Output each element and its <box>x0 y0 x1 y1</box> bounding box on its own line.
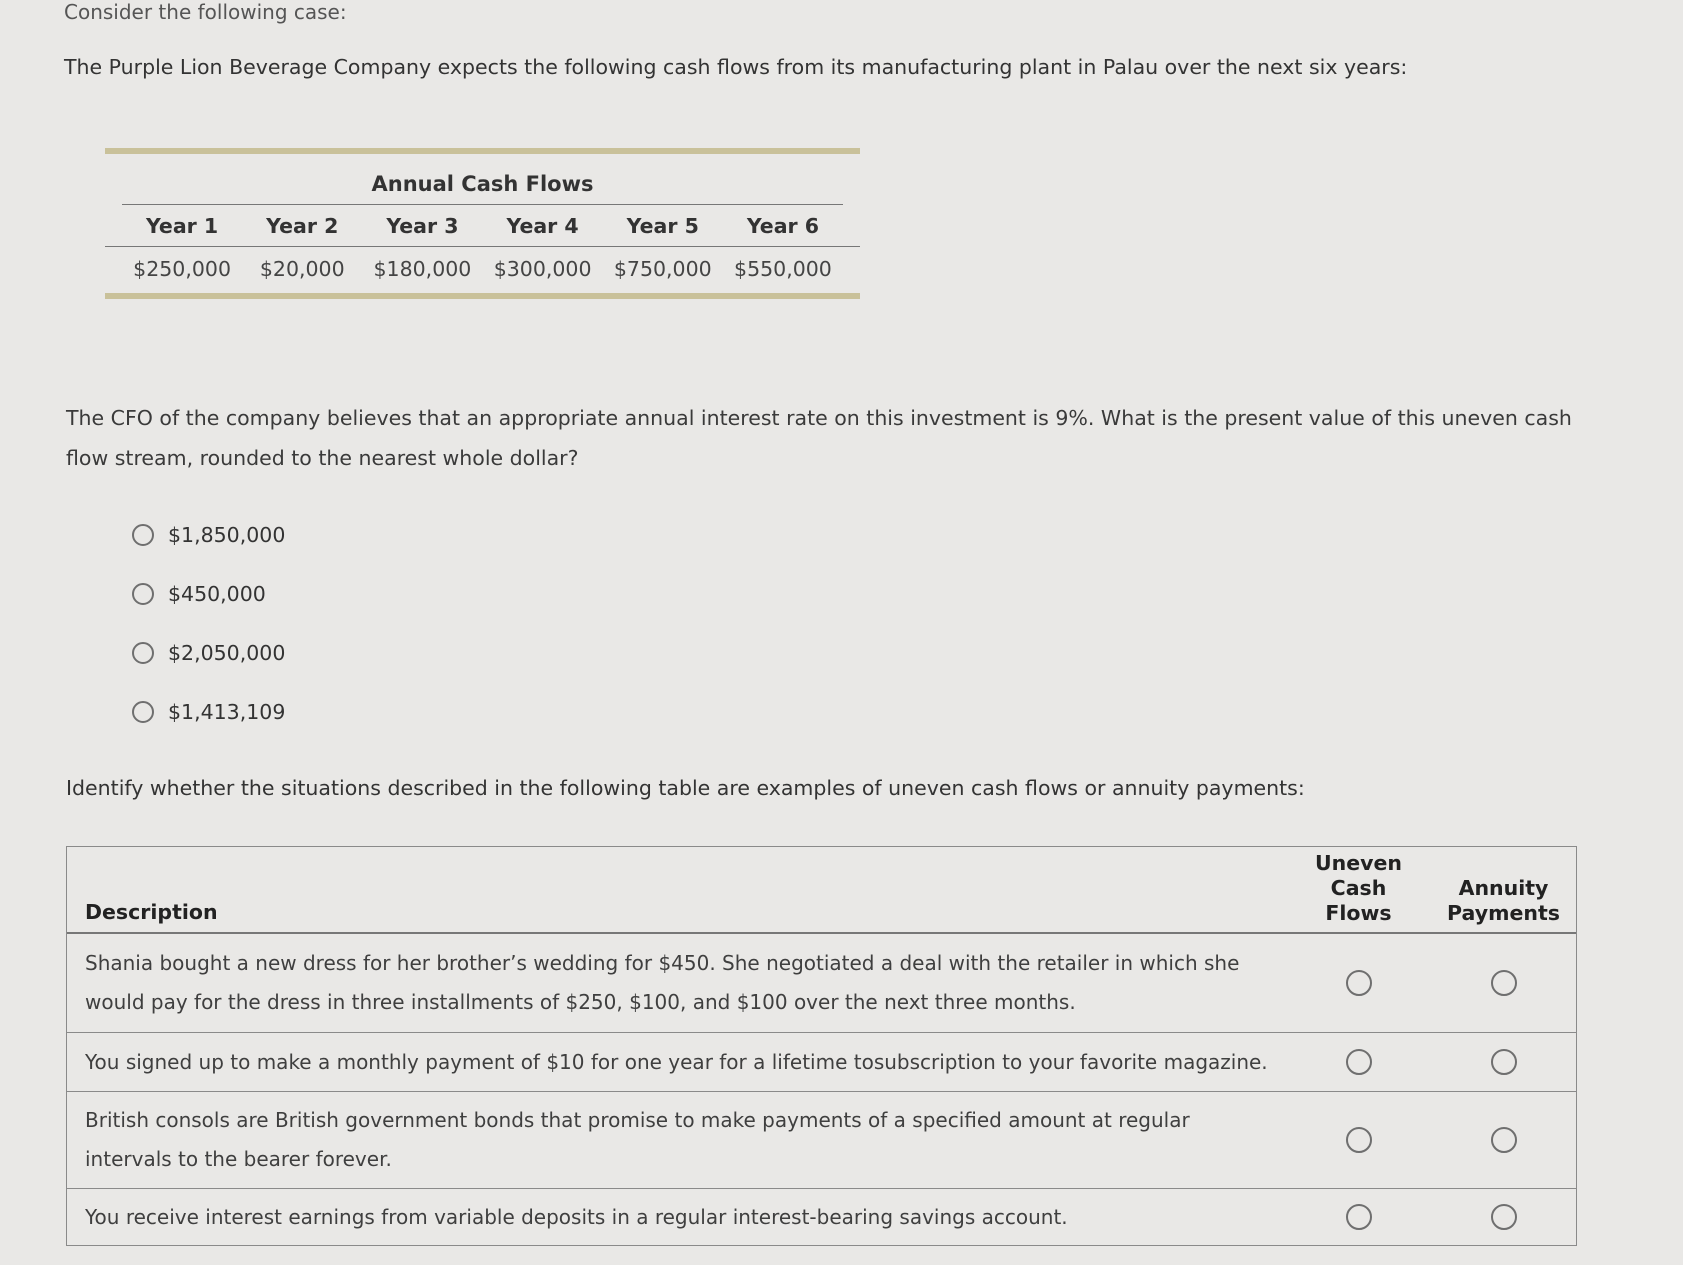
annuity-payments-header <box>1431 876 1576 932</box>
header-year-1: Year 1 <box>145 214 219 238</box>
radio-button[interactable] <box>132 642 154 664</box>
option-label: $1,413,109 <box>168 699 286 724</box>
option-2[interactable] <box>132 564 285 623</box>
value-year-4: $300,000 <box>493 257 592 281</box>
uneven-radio[interactable] <box>1346 970 1372 996</box>
annuity-radio[interactable] <box>1491 1049 1517 1075</box>
value-year-1: $250,000 <box>133 257 231 281</box>
answer-options <box>132 505 285 741</box>
table-row <box>67 1033 1576 1092</box>
uneven-radio[interactable] <box>1346 1049 1372 1075</box>
option-label: $450,000 <box>168 581 266 606</box>
option-4[interactable] <box>132 682 285 741</box>
description-header: Description <box>85 900 218 924</box>
cash-flow-header-row <box>105 205 860 246</box>
header-line: Cash <box>1330 876 1387 900</box>
intro-text: Consider the following case: <box>64 0 347 24</box>
annuity-radio[interactable] <box>1491 1127 1517 1153</box>
option-3[interactable] <box>132 623 285 682</box>
header-year-4: Year 4 <box>506 214 579 238</box>
uneven-radio[interactable] <box>1346 1127 1372 1153</box>
cash-flow-value-row <box>105 246 860 293</box>
table-bottom-rule <box>105 293 860 299</box>
header-line: Annuity <box>1458 876 1549 900</box>
annuity-radio[interactable] <box>1491 1204 1517 1230</box>
classification-header-row <box>67 847 1576 934</box>
table-top-rule <box>105 148 860 154</box>
uneven-radio[interactable] <box>1346 1204 1372 1230</box>
header-line: Uneven <box>1314 851 1402 875</box>
row-description: British consols are British government bonds that promise to make payments of a specified amount at regular intervals to the bearer forever. <box>85 1108 1190 1171</box>
table-row <box>67 1092 1576 1189</box>
header-line: Flows <box>1325 901 1392 925</box>
header-year-2: Year 2 <box>266 214 339 238</box>
header-year-3: Year 3 <box>386 214 459 238</box>
radio-button[interactable] <box>132 524 154 546</box>
header-line: Payments <box>1447 901 1560 925</box>
question-text: The CFO of the company believes that an appropriate annual interest rate on this investment is 9%. What is the present value of this uneven cash flow stream, rounded to the nearest whole dollar? <box>66 406 1572 470</box>
radio-button[interactable] <box>132 701 154 723</box>
case-description: The Purple Lion Beverage Company expects the following cash flows from its manufacturing plant in Palau over the next six years: <box>64 55 1408 79</box>
value-year-6: $550,000 <box>734 257 832 281</box>
row-description: You receive interest earnings from variable deposits in a regular interest-bearing savings account. <box>85 1204 1068 1229</box>
header-year-5: Year 5 <box>626 214 699 238</box>
option-label: $2,050,000 <box>168 640 286 665</box>
header-year-6: Year 6 <box>746 214 820 238</box>
identify-instruction: Identify whether the situations described in the following table are examples of uneven cash flows or annuity payments: <box>66 776 1305 800</box>
value-year-3: $180,000 <box>373 257 472 281</box>
option-label: $1,850,000 <box>168 522 286 547</box>
annuity-radio[interactable] <box>1491 970 1517 996</box>
table-row <box>67 934 1576 1033</box>
classification-table <box>66 846 1577 1246</box>
radio-button[interactable] <box>132 583 154 605</box>
row-description: Shania bought a new dress for her brother’s wedding for $450. She negotiated a deal with the retailer in which she would pay for the dress in three installments of $250, $100, and $100 over the next three months. <box>85 951 1240 1014</box>
uneven-cash-flows-header <box>1286 851 1431 932</box>
row-description: You signed up to make a monthly payment of $10 for one year for a lifetime tosubscription to your favorite magazine. <box>85 1049 1268 1074</box>
option-1[interactable] <box>132 505 285 564</box>
value-year-5: $750,000 <box>613 257 712 281</box>
cash-flow-table <box>105 148 860 299</box>
cash-flow-table-title: Annual Cash Flows <box>371 172 594 196</box>
value-year-2: $20,000 <box>259 257 345 281</box>
table-row <box>67 1189 1576 1245</box>
